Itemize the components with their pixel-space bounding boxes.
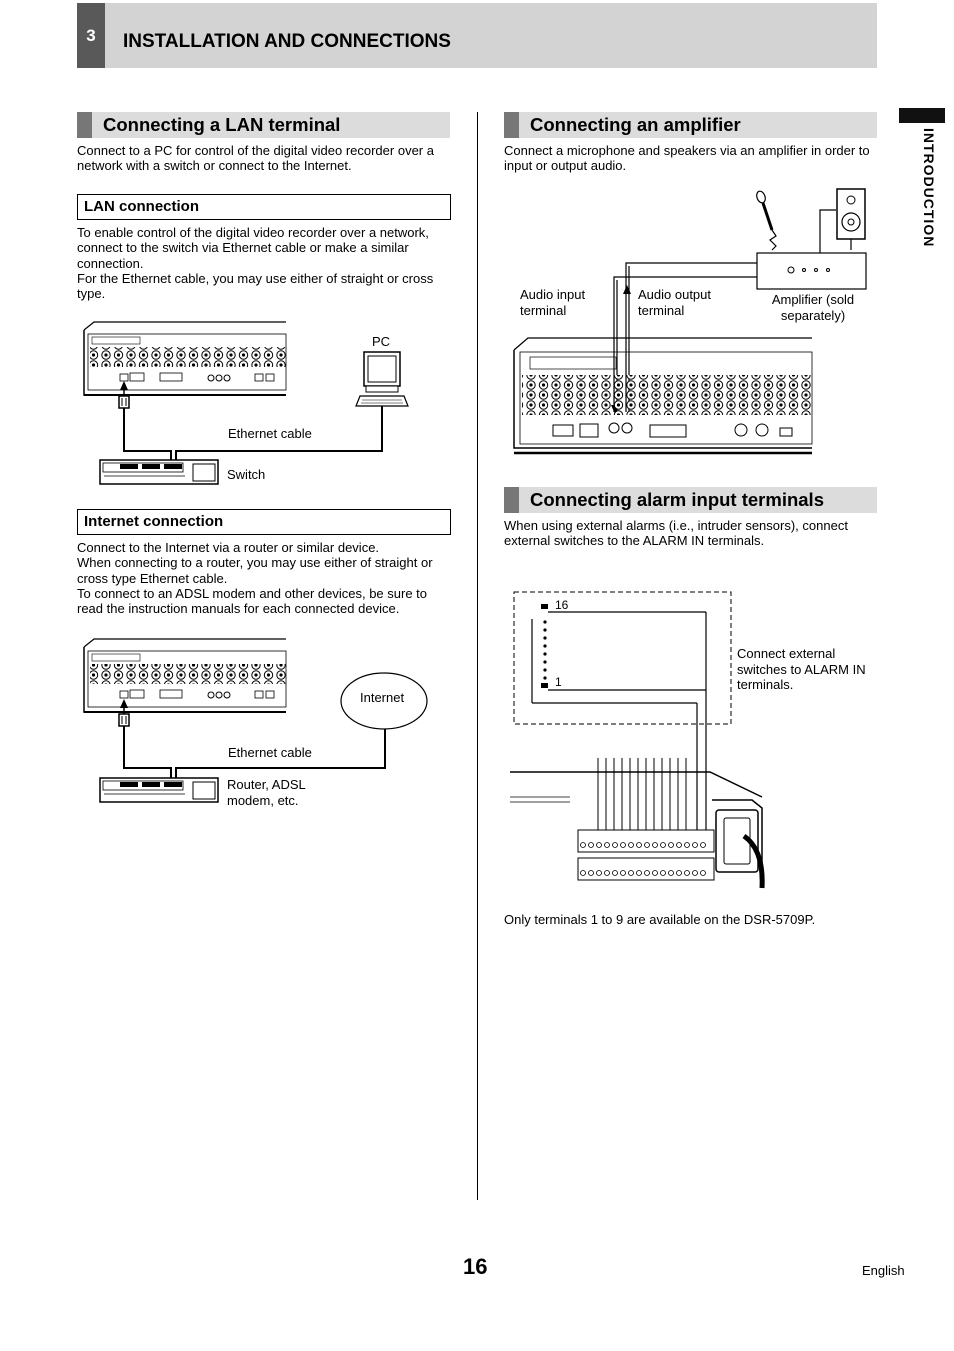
section-title-alarm: Connecting alarm input terminals [530, 489, 824, 510]
label-audio-output: Audio output terminal [638, 287, 712, 318]
chapter-title: INSTALLATION AND CONNECTIONS [123, 31, 451, 52]
label-amplifier: Amplifier (sold separately) [771, 292, 855, 323]
subheading-lan-connection: LAN connection [77, 194, 451, 220]
label-audio-input: Audio input terminal [520, 287, 586, 318]
label-ethernet-cable: Ethernet cable [228, 426, 312, 441]
page-number: 16 [463, 1254, 488, 1279]
label-internet: Internet [360, 690, 405, 705]
alarm-footnote: Only terminals 1 to 9 are available on the DSR-5709P. [504, 912, 816, 927]
label-ethernet-cable-2: Ethernet cable [228, 745, 312, 760]
lan-intro: Connect to a PC for control of the digital video recorder over a network with a switch or connect to the Internet. [77, 143, 434, 174]
section-title-amplifier: Connecting an amplifier [530, 114, 741, 135]
subheading-internet-connection: Internet connection [77, 509, 451, 535]
amplifier-body: Connect a microphone and speakers via an amplifier in order to input or output audio. [504, 143, 870, 174]
lan-connection-body-1: To enable control of the digital video recorder over a network, connect to the switch via Ethernet cable or make a similar connection. [77, 225, 429, 271]
power-connector [712, 800, 762, 888]
side-tab-label: INTRODUCTION [921, 128, 937, 248]
internet-body-2: When connecting to a router, you may use either of straight or cross type Ethernet cable. [77, 555, 433, 586]
label-switch: Switch [227, 467, 266, 482]
label-terminal-1: 1 [555, 675, 562, 689]
label-connect-switches: Connect external switches to ALARM IN terminals. [737, 646, 866, 692]
alarm-body: When using external alarms (i.e., intruder sensors), connect external switches to the ALARM IN terminals. [504, 518, 848, 549]
label-router: Router, ADSL modem, etc. [227, 777, 306, 808]
label-pc: PC [372, 334, 391, 349]
internet-body-1: Connect to the Internet via a router or similar device. [77, 540, 380, 555]
language-label: English [862, 1263, 905, 1278]
internet-body-3: To connect to an ADSL modem and other devices, be sure to read the instruction manuals for each connected device. [77, 585, 428, 617]
lan-connection-body-2: For the Ethernet cable, you may use either of straight or cross type. [77, 270, 434, 302]
label-terminal-16: 16 [555, 598, 569, 612]
chapter-number: 3 [77, 3, 105, 68]
alarm-in-terminal-block [578, 830, 714, 880]
section-title-lan: Connecting a LAN terminal [103, 114, 341, 135]
